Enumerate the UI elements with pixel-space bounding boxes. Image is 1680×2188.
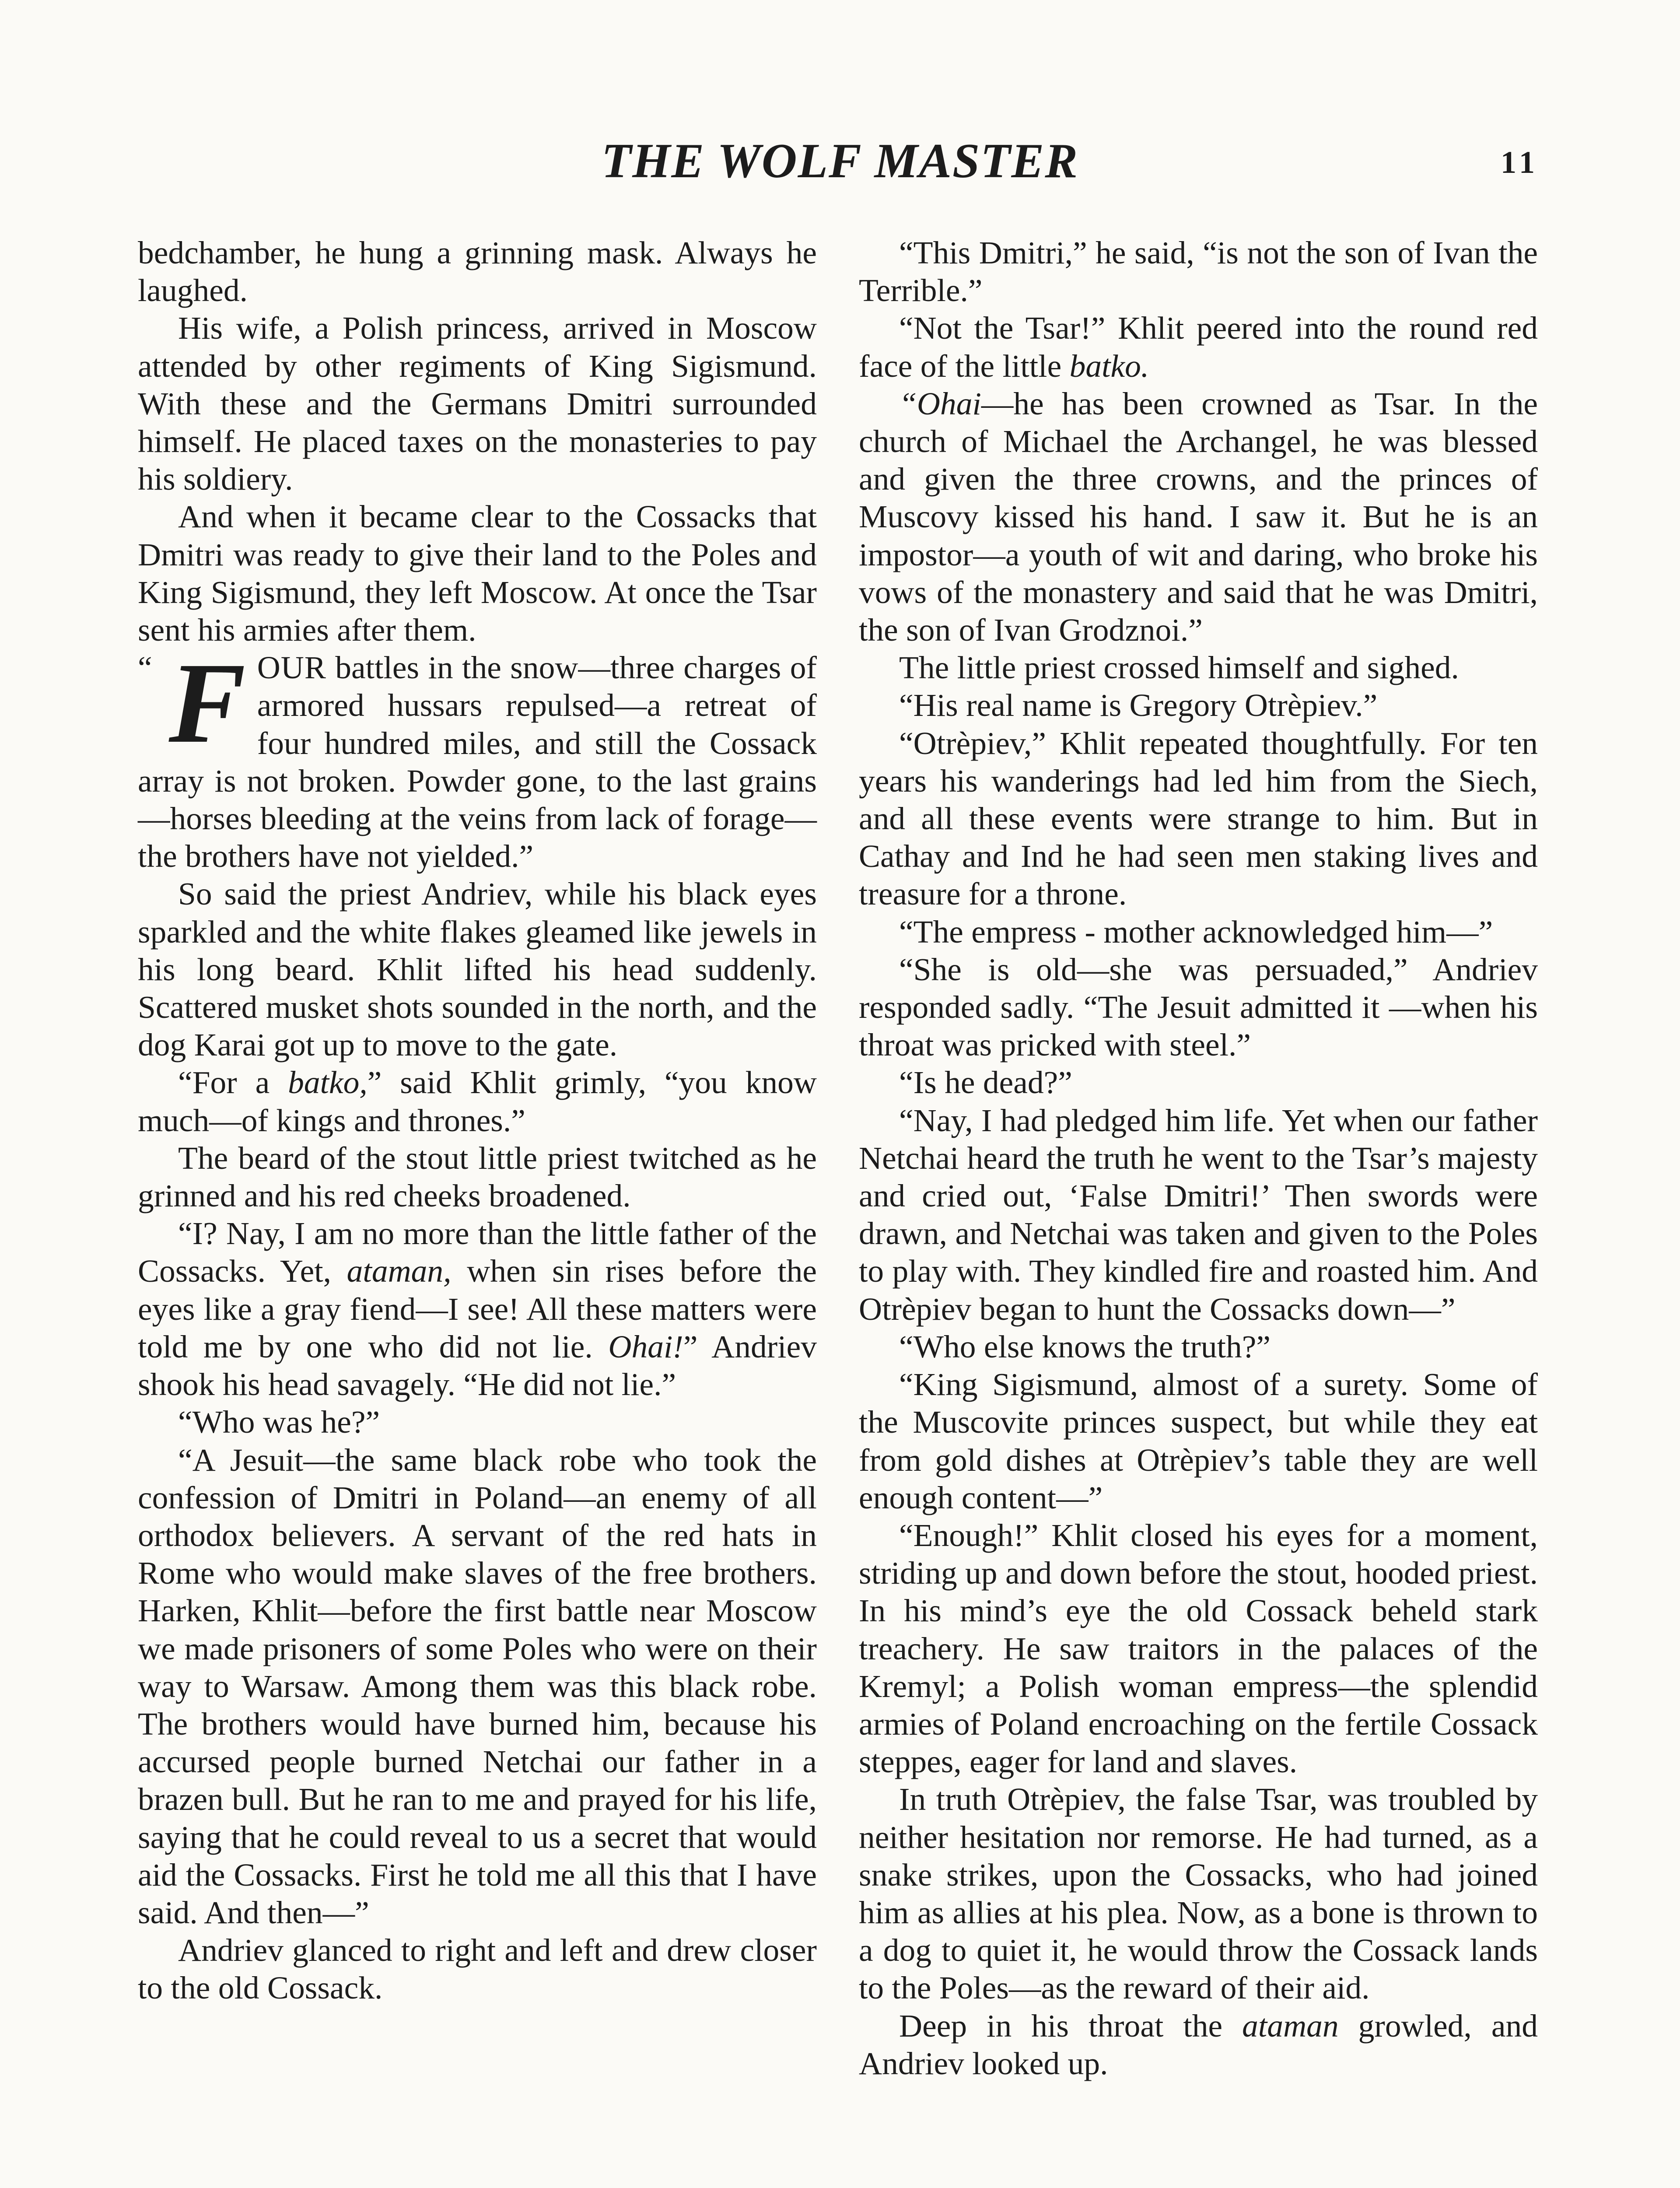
paragraph: “A Jesuit—the same black robe who took the confession of Dmitri in Poland—an enemy of all orthodox believers. A servant of the red hats in Rome who would make slaves of the free brothers. Harken, Khlit—before the first battle near Moscow we made prisoners of some Poles who were on their way to Warsaw. Among them was this black robe. The brothers would have burned him, because his accursed people burned Netchai our father in a brazen bull. But he ran to me and prayed for his life, saying that he could reveal to us a secret that would aid the Cossacks. First he told me all this that I have said. And then—”	[138, 1442, 817, 1930]
text-run: “Not the Tsar!” Khlit peered into the round red face of the little	[859, 310, 1538, 384]
text-run: ” said Khlit grimly, “you know much—of kings and thrones.”	[138, 1065, 817, 1138]
paragraph	[138, 1064, 817, 1139]
text-run: “For a	[178, 1065, 288, 1101]
paragraph	[859, 385, 1538, 649]
paragraph: “Enough!” Khlit closed his eyes for a moment, striding up and down before the stout, hooded priest. In his mind’s eye the old Cossack beheld stark treachery. He saw traitors in the palaces of the Kremyl; a Polish woman empress—the splendid armies of Poland encroaching on the fertile Cossack steppes, eager for land and slaves.	[859, 1517, 1538, 1780]
text-run: growled, and Andriev looked up.	[859, 2008, 1538, 2081]
paragraph: “Otrèpiev,” Khlit repeated thoughtfully. For ten years his wanderings had led him from the Siech, and all these events were strange to him. But in Cathay and Ind he had seen men staking lives and treasure for a throne.	[859, 725, 1538, 912]
paragraph: “Who was he?”	[178, 1404, 380, 1440]
italic-text: batko,	[288, 1065, 368, 1101]
right-column	[859, 234, 1538, 2083]
italic-text: ataman,	[346, 1253, 452, 1289]
text-run: ” Andriev shook his head savagely. “He did not lie.”	[138, 1329, 817, 1403]
paragraph: “His real name is Gregory Otrèpiev.”	[899, 687, 1378, 723]
paragraph: “Is he dead?”	[899, 1065, 1072, 1101]
paragraph: bedchamber, he hung a grinning mask. Always he laughed.	[138, 235, 817, 309]
paragraph: In truth Otrèpiev, the false Tsar, was troubled by neither hesitation nor remorse. He had turned, as a snake strikes, upon the Cossacks, who had joined him as allies at his plea. Now, as a bone is thrown to a dog to quiet it, he would throw the Cossack lands to the Poles—as the reward of their aid.	[859, 1781, 1538, 2006]
smallcaps-lead: OUR	[257, 650, 326, 686]
italic-text: batko.	[1069, 348, 1149, 384]
text-run: “I? Nay, I am no more than the little father of the Cossacks. Yet,	[138, 1216, 817, 1289]
italic-text: Ohai!	[608, 1329, 683, 1364]
paragraph: “Who else knows the truth?”	[899, 1329, 1271, 1364]
paragraph	[859, 309, 1538, 385]
left-column	[138, 234, 817, 2007]
text-run: Deep in his throat the	[899, 2008, 1242, 2044]
italic-text: ataman	[1242, 2008, 1339, 2044]
paragraph: “The empress - mother acknowledged him—”	[899, 914, 1493, 950]
page-title: THE WOLF MASTER	[601, 134, 1079, 188]
paragraph: And when it became clear to the Cossacks that Dmitri was ready to give their land to the Poles and King Sigismund, they left Moscow. At once the Tsar sent his armies after them.	[138, 499, 817, 648]
paragraph: His wife, a Polish princess, arrived in Moscow attended by other regiments of King Sigismund. With these and the Germans Dmitri surrounded himself. He placed taxes on the monasteries to pay his soldiery.	[138, 310, 817, 497]
italic-text: “Ohai	[899, 386, 981, 421]
paragraph: “Nay, I had pledged him life. Yet when our father Netchai heard the truth he went to the Tsar’s majesty and cried out, ‘False Dmitri!’ Then swords were drawn, and Netchai was taken and given to the Poles to play with. They kindled fire and roasted him. And Otrèpiev began to hunt the Cossacks down—”	[859, 1102, 1538, 1327]
section-opening-paragraph	[138, 639, 817, 875]
text-run: —he has been crowned as Tsar. In the church of Michael the Archangel, he was blessed and given the three crowns, and the princes of Muscovy kissed his hand. I saw it. But he is an impostor—a youth of wit and daring, who broke his vows of the monastery and said that he was Dmitri, the son of Ivan Grodznoi.”	[859, 386, 1538, 648]
paragraph: “This Dmitri,” he said, “is not the son of Ivan the Terrible.”	[859, 235, 1538, 309]
opening-quote-mark: “	[138, 650, 152, 686]
paragraph: So said the priest Andriev, while his black eyes sparkled and the white flakes gleamed like jewels in his long beard. Khlit lifted his head suddenly. Scattered musket shots sounded in the north, and the dog Karai got up to move to the gate.	[138, 876, 817, 1063]
paragraph-text: battles in the snow—three charges of armored hussars repulsed—a retreat of four hundred miles, and still the Cossack array is not broken. Powder gone, to the last grains—horses bleeding at the veins from lack of forage—the brothers have not yielded.”	[138, 650, 817, 874]
paragraph: Andriev glanced to right and left and drew closer to the old Cossack.	[138, 1932, 817, 2006]
paragraph: The beard of the stout little priest twitched as he grinned and his red cheeks broadened.	[138, 1140, 817, 1214]
paragraph	[859, 2007, 1538, 2083]
drop-cap-letter: F	[168, 639, 246, 768]
paragraph: “King Sigismund, almost of a surety. Some of the Muscovite princes suspect, but while they eat from gold dishes at Otrèpiev’s table they are well enough content—”	[859, 1367, 1538, 1515]
paragraph	[138, 1215, 817, 1403]
page-number: 11	[1501, 145, 1540, 180]
paragraph: “She is old—she was persuaded,” Andriev responded sadly. “The Jesuit admitted it —when his throat was pricked with steel.”	[859, 951, 1538, 1063]
text-run: when sin rises before the eyes like a gray fiend—I see! All these matters were told me by one who did not lie.	[138, 1253, 817, 1364]
paragraph: The little priest crossed himself and sighed.	[899, 650, 1459, 686]
